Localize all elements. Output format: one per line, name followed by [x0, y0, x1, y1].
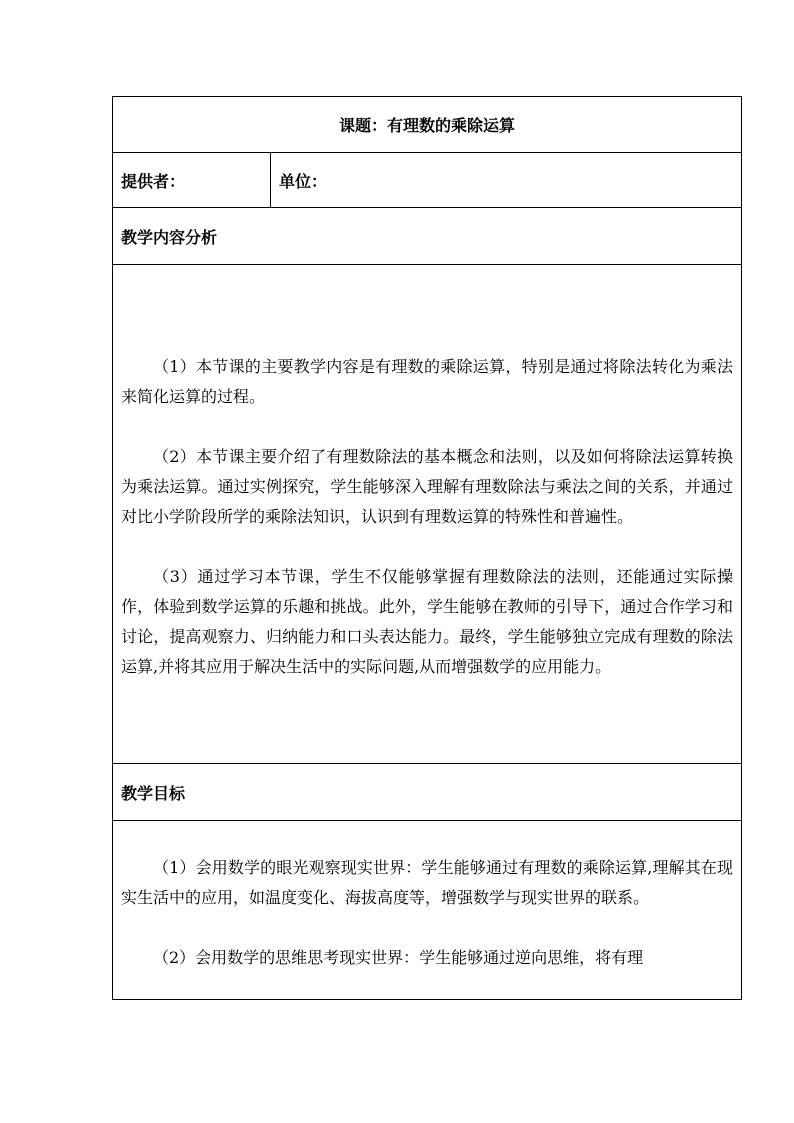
unit-label: 单位： [271, 153, 742, 208]
lesson-title: 课题：有理数的乘除运算 [113, 97, 742, 153]
title-row [113, 97, 742, 153]
content-analysis-paragraph-2: （2）本节课主要介绍了有理数除法的基本概念和法则，以及如何将除法运算转换为乘法运算。通过实例探究，学生能够深入理解有理数除法与乘法之间的关系，并通过对比小学阶段所学的乘除法知识，认识到有理数运算的特殊性和普遍性。 [121, 447, 734, 526]
teaching-goals-paragraph-1: （1）会用数学的眼光观察现实世界：学生能够通过有理数的乘除运算,理解其在现实生活中的应用，如温度变化、海拔高度等，增强数学与现实世界的联系。 [121, 858, 734, 907]
info-row [113, 153, 742, 208]
content-analysis-body [113, 265, 742, 764]
lesson-plan-table [112, 96, 742, 1000]
teaching-goals-heading: 教学目标 [113, 764, 742, 821]
section-content-row [113, 821, 742, 1000]
section-heading-row [113, 208, 742, 265]
content-analysis-paragraph-1: （1）本节课的主要教学内容是有理数的乘除运算，特别是通过将除法转化为乘法来简化运算的过程。 [121, 357, 734, 406]
teaching-goals-paragraph-2: （2）会用数学的思维思考现实世界：学生能够通过逆向思维，将有理 [153, 948, 644, 967]
section-heading-row [113, 764, 742, 821]
teaching-goals-body [113, 821, 742, 1000]
content-analysis-heading: 教学内容分析 [113, 208, 742, 265]
section-content-row [113, 265, 742, 764]
provider-label: 提供者： [113, 153, 271, 208]
content-analysis-paragraph-3: （3）通过学习本节课，学生不仅能够掌握有理数除法的法则，还能通过实际操作，体验到数学运算的乐趣和挑战。此外，学生能够在教师的引导下，通过合作学习和讨论，提高观察力、归纳能力和口头表达能力。最终，学生能够独立完成有理数的除法运算,并将其应用于解决生活中的实际问题,从而增强数学的应用能力。 [121, 567, 734, 676]
